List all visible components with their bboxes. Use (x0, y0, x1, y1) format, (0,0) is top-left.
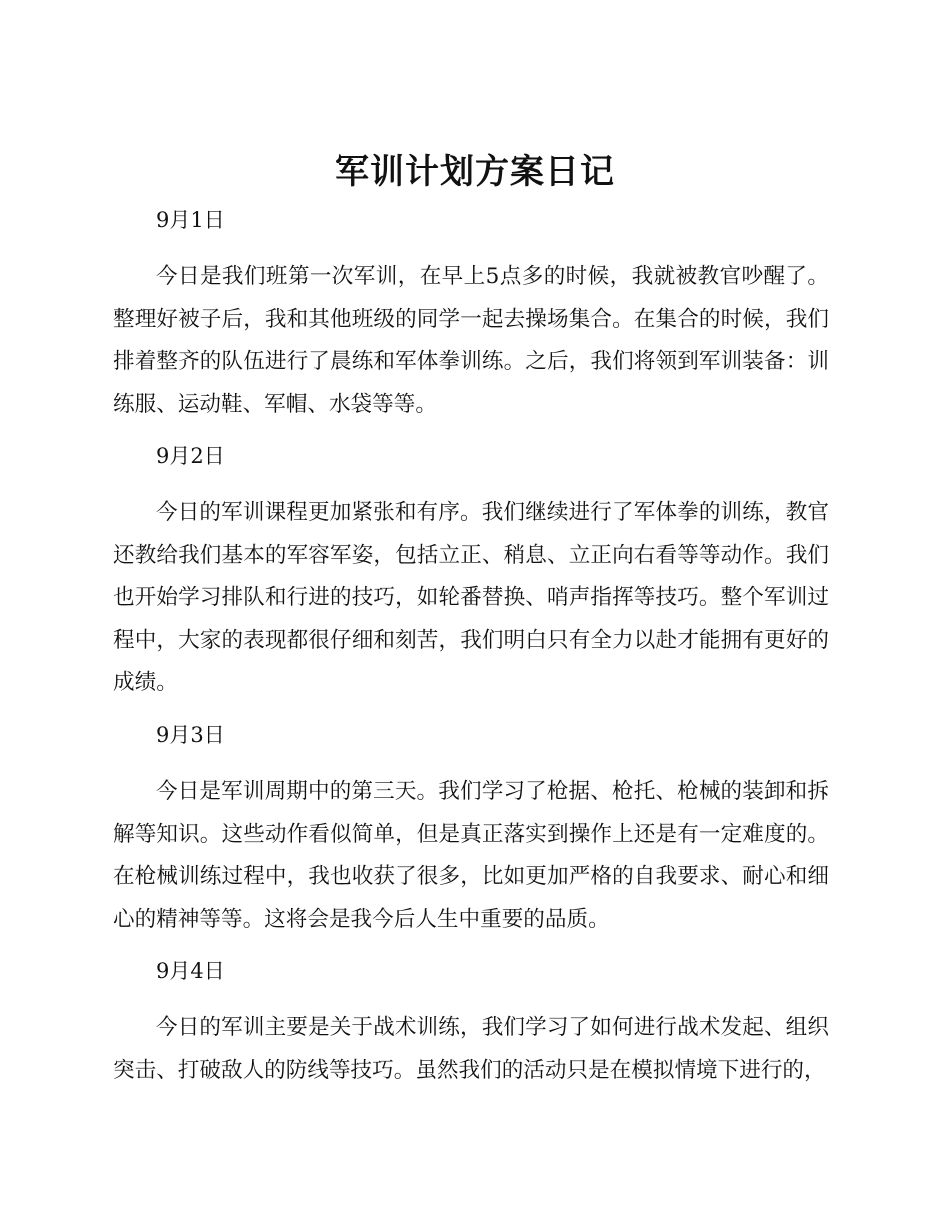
entry-date: 9月3日 (156, 723, 225, 747)
entry-date: 9月2日 (156, 444, 225, 468)
entry-paragraph: 今日是军训周期中的第三天。我们学习了枪据、枪托、枪械的装卸和拆解等知识。这些动作看似简单，但是真正落实到操作上还是有一定难度的。在枪械训练过程中，我也收获了很多，比如更加严格的自我要求、耐心和细心的精神等等。这将会是我今后人生中重要的品质。 (113, 779, 829, 932)
entry-date: 9月4日 (156, 959, 225, 983)
entry-paragraph: 今日的军训课程更加紧张和有序。我们继续进行了军体拳的训练，教官还教给我们基本的军容军姿，包括立正、稍息、立正向右看等等动作。我们也开始学习排队和行进的技巧，如轮番替换、哨声指挥等技巧。整个军训过程中，大家的表现都很仔细和刻苦，我们明白只有全力以赴才能拥有更好的成绩。 (113, 500, 829, 695)
document-title: 军训计划方案日记 (335, 152, 615, 192)
entry-date: 9月1日 (156, 208, 225, 232)
entry-paragraph: 今日是我们班第一次军训，在早上5点多的时候，我就被教官吵醒了。整理好被子后，我和其他班级的同学一起去操场集合。在集合的时候，我们排着整齐的队伍进行了晨练和军体拳训练。之后，我们将领到军训装备：训练服、运动鞋、军帽、水袋等等。 (113, 264, 829, 417)
entry-paragraph: 今日的军训主要是关于战术训练，我们学习了如何进行战术发起、组织突击、打破敌人的防线等技巧。虽然我们的活动只是在模拟情境下进行的， (113, 1015, 829, 1083)
